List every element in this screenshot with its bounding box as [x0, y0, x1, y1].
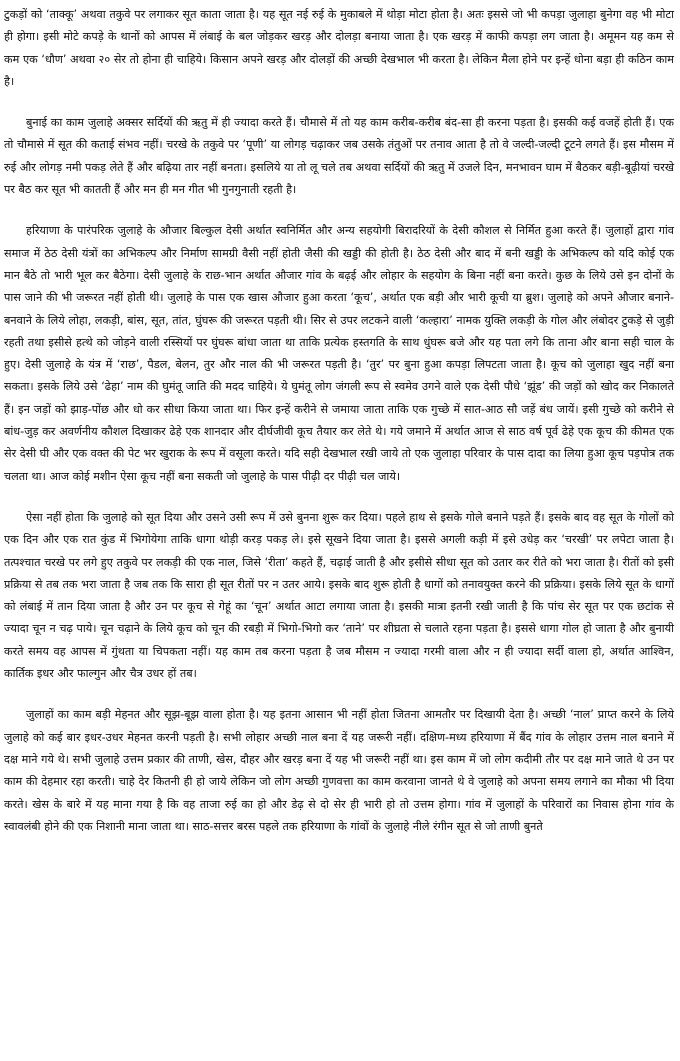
paragraph-weaver-tools: हरियाणा के पारंपरिक जुलाहे के औजार बिल्कुल देसी अर्थात स्वनिर्मित और अन्य सहयोगी बिरादरियों के देसी कौशल से निर्मित हुआ करते हैं। जुलाहों द्वारा गांव समाज में ठेठ देसी यंत्रों का अभिकल्प और निर्माण सामग्री वैसी नहीं होती जैसी की खड्डी की होती है। ठेठ देसी और बाद में बनी खड्डी के अभिकल्प को यदि कोई एक मान बैठे तो भारी भूल कर बैठेगा। देसी जुलाहे के राछ-भान अर्थात औजार गांव के बढ़ई और लोहार के सहयोग के बिना नहीं बना करते। कुछ के लिये उसे इन दोनों के पास जाने की भी जरूरत नहीं होती थी। जुलाहे के पास एक खास औजार हुआ करता ‘कूच’, अर्थात एक बड़ी और भारी कूची या ब्रुश। जुलाहे को अपने औजार बनाने-बनवाने के लिये लोहा, लकड़ी, बांस, सूत, तांत, घुंघरू की जरूरत पड़ती थी। सिर से उपर लटकने वाली ‘कल्हारा’ नामक युक्ति लकड़ी के गोल और लंबोदर टुकड़े से जुड़ी रहती तथा इसीसे हत्थे को जोड़ने वाली रस्सियों पर घुंघरू बांधा जाता था ताकि प्रत्येक हस्तगति के साथ धुंघरू बजे और यह पता लगे कि ताना और बाना सही चाल के हुए। देसी जुलाहे के यंत्र में ‘राछ’, पैडल, बेलन, तुर और नाल की भी जरूरत पड़ती है। ‘तुर’ पर बुना हुआ कपड़ा लिपटता जाता है। कूच को जुलाहा खुद नहीं बना सकता। इसके लिये उसे ‘ढेहा’ नाम की घुमंतू जाति की मदद चाहिये। ये घुमंतू लोग जंगली रूप से स्वमेव उगने वाले एक देसी पौधे ‘झूंड’ की जड़ों को खोद कर निकालते हैं। इन जड़ों को झाड़-पोंछ और धो कर सीधा किया जाता था। फिर इन्हें करीने से जमाया जाता ताकि एक गुच्छे में सात-आठ सौ जड़ें बंध जायें। इसी गुच्छे को करीने से बांध-जुड़ कर अवर्णनीय कौशल दिखाकर ढेहे एक शानदार और दीर्घजीवी कूच तैयार कर लेते थे। गये जमाने में अर्थात आज से साठ वर्ष पूर्व ढेहे एक कूच की कीमत एक सेर देसी घी और एक वक्त की पेट भर खुराक के रूप में वसूला करते। यदि सही देखभाल रखी जाये तो एक जुलाहा परिवार के पास दादा का लिया हुआ कूच पड़पोत्र तक चलता था। आज कोई मशीन ऐसा कूच नहीं बना सकती जो जुलाहे के पास पीढ़ी दर पीढ़ी चल जाये। [4, 224, 674, 483]
paragraph-gap [4, 488, 674, 507]
paragraph-gap [4, 201, 674, 220]
paragraph-weaving-season: बुनाई का काम जुलाहे अक्सर सर्दियों की ऋतु में ही ज्यादा करते हैं। चौमासे में तो यह काम करीब-करीब बंद-सा ही करना पड़ता है। इसकी कई वजहें होती हैं। एक तो चौमासे में सूत की कताई संभव नहीं। चरखे के तकुवे पर ‘पूणी’ या लोगड़ चढ़ाकर जब उसके तंतुओं पर तनाव आता है तो वे जल्दी-जल्दी टूटने लगते हैं। इस मौसम में रुई और लोगड़ नमी पकड़ लेते हैं और बढ़िया तार नहीं बनता। इसलिये या तो लू चले तब अथवा सर्दियों की ऋतु में उजले दिन, मनभावन घाम में बैठकर बड़ी-बूढ़ीयां चरखे पर बैठ कर सूत भी कातती हैं और मन ही मन गीत भी गुनगुनाती रहती है। [4, 116, 674, 197]
paragraph-weaver-skill: जुलाहों का काम बड़ी मेहनत और सूझ-बूझ वाला होता है। यह इतना आसान भी नहीं होता जितना आमतौर पर दिखायी देता है। अच्छी ‘नाल’ प्राप्त करने के लिये जुलाहे को कई बार इधर-उधर मेहनत करनी पड़ती है। सभी लोहार अच्छी नाल बना दें यह जरूरी नहीं। दक्षिण-मध्य हरियाणा में बैंद गांव के लोहार उत्तम नाल बनाने में दक्ष माने गये थे। सभी जुलाहे उत्तम प्रकार की ताणी, खेस, दौहर और खरड़ बना दें यह भी जरूरी नहीं था। इस काम में जो लोग कदीमी तौर पर दक्ष माने जाते थे उन पर काम की देहमार रहा करती। चाहे देर कितनी ही हो जाये लेकिन जो लोग अच्छी गुणवत्ता का काम करवाना जानते थे वे जुलाहे को अपना समय लगाने का मौका भी दिया करते। खेस के बारे में यह माना गया है कि वह ताजा रुई का हो और डेढ़ से दो सेर ही भारी हो तो उत्तम होगा। गांव में जुलाहों के परिवारों का निवास होना गांव के स्वावलंबी होने की एक निशानी माना जाता था। साठ-सत्तर बरस पहले तक हरियाणा के गांवों के जुलाहे नीले रंगीन सूत से जो ताणी बुनते [4, 708, 674, 833]
paragraph-spinning-yarn: टुकड़ों को ‘ताक्कू’ अथवा तकुवे पर लगाकर सूत काता जाता है। यह सूत नई रुई के मुकाबले में थोड़ा मोटा होता है। अतः इससे जो भी कपड़ा जुलाहा बुनेगा वह भी मोटा ही होगा। इसी मोटे कपड़े के थानों को आपस में लंबाई के बल जोड़कर खरड़ और दोलड़ा बनाया जाता है। एक खरड़ में काफी कपड़ा लग जाता है। अमूमन यह कम से कम एक ‘धौण’ अथवा २० सेर तो होना ही चाहिये। किसान अपने खरड़ और दोलड़ों की अच्छी देखभाल भी करता है। लेकिन मैला होने पर इन्हें धोना बड़ा ही कठिन काम है। [4, 8, 674, 88]
paragraph-gap [4, 685, 674, 704]
paragraph-gap [4, 93, 674, 112]
paragraph-yarn-preparation: ऐसा नहीं होता कि जुलाहे को सूत दिया और उसने उसी रूप में उसे बुनना शुरू कर दिया। पहले हाथ से इसके गोले बनाने पड़ते हैं। इसके बाद वह सूत के गोलों को एक दिन और एक रात कुंड में भिगोयेगा ताकि धागा थोड़ी करड़ पकड़ ले। इसे सूखने दिया जाता है। इससे अगली कड़ी में इसे उधेड़ कर ‘चरखी’ पर लपेटा जाता है। तत्पश्चात चरखे पर लगे हुए तकुवे पर लकड़ी की एक नाल, जिसे ‘रीता’ कहते हैं, चढ़ाई जाती है और इसीसे सीधा सूत को उतार कर रीते को भरा जाता है। रीतों को इसी प्रक्रिया से तब तक भरा जाता है जब तक कि सारा ही सूत रीतों पर न उतर आये। इसके बाद शुरू होती है धागों को तनावयुक्त करने की प्रक्रिया। इसके लिये सूत के धागों को लंबाई में तान दिया जाता है और उन पर कूच से गेहूं का ‘चून’ अर्थात आटा लगाया जाता है। इसकी मात्रा इतनी रखी जाती है कि पांच सेर सूत पर एक छटांक से ज्यादा चून न चढ़ पाये। चून चढ़ाने के लिये कूच को चून की रबड़ी में भिगो-भिगो कर ‘ताने’ पर शीघ्रता से चलाते रहना पड़ता है। इससे धागा गोल हो जाता है और बुनायी करते समय वह आपस में गुंथता या चिपकता नहीं। यह काम तब करना पड़ता है जब मौसम न ज्यादा गरमी वाला और न ही ज्यादा सर्दी वाला हो, अर्थात आश्विन, कार्तिक इधर और फाल्गुन और चैत्र उधर हों तब। [4, 510, 674, 681]
